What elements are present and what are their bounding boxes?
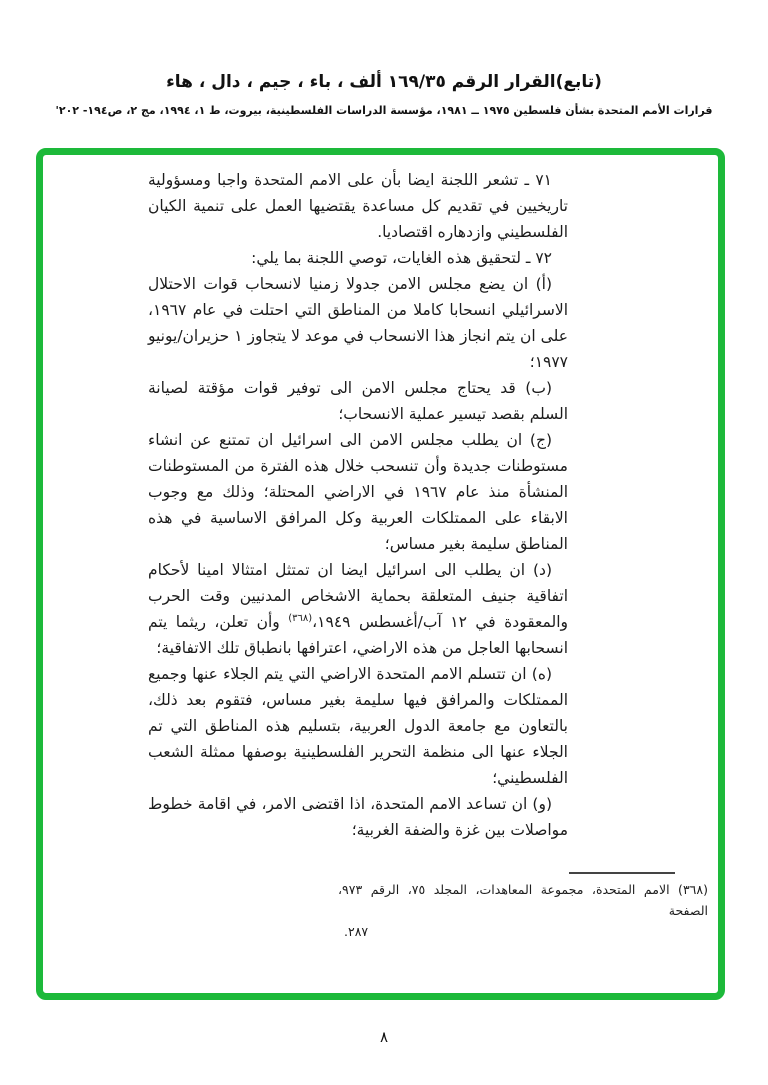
paragraph-h: (ه) ان تتسلم الامم المتحدة الاراضي التي يتم الجلاء عنها وجميع الممتلكات والمرافق فيها سليمة بغير مساس، فتقوم بعد ذلك، بالتعاون مع جامعة الدول العربية، بتسليم هذه المناطق التي تم الجلاء عنها الى منظمة التحرير الفلسطينية بوصفها ممثلة الشعب الفلسطيني؛	[148, 665, 568, 787]
paragraph-b: (ب) قد يحتاج مجلس الامن الى توفير قوات مؤقتة لصيانة السلم بقصد تيسير عملية الانسحاب؛	[148, 379, 568, 423]
footnote-page-ref: ٢٨٧.	[344, 924, 369, 939]
document-body	[148, 167, 568, 843]
footnote-text: (٣٦٨) الامم المتحدة، مجموعة المعاهدات، المجلد ٧٥، الرقم ٩٧٣، الصفحة	[338, 882, 708, 918]
footnote-separator-rule	[569, 872, 675, 874]
paragraph-c: (ج) ان يطلب مجلس الامن الى اسرائيل ان تمتنع عن انشاء مستوطنات جديدة وأن تنسحب خلال هذه الفترة من المستوطنات المنشأة منذ عام ١٩٦٧ في الاراضي المحتلة؛ وذلك مع وجوب الابقاء على الممتلكات العربية وكل المرافق الاساسية في هذه المناطق سليمة بغير مساس؛	[148, 431, 569, 553]
page-number: ٨	[379, 1028, 389, 1046]
document-header-title: (تابع)القرار الرقم ١٦٩/٣٥ ألف ، باء ، جيم ، دال ، هاء	[166, 72, 602, 92]
paragraph-71: ٧١ ـ تشعر اللجنة ايضا بأن على الامم المتحدة واجبا ومسؤولية تاريخيين في تقديم كل مساعدة يقتضيها العمل على تنمية الكيان الفلسطيني وازدهاره اقتصاديا.	[148, 171, 568, 241]
paragraph-d-text-before: (د) ان يطلب الى اسرائيل ايضا ان تمتثل امتثالا امينا لأحكام اتفاقية جنيف المتعلقة بحماية الاشخاص المدنيين وقت الحرب والمعقودة في ١٢ آب/أغسطس ١٩٤٩،	[148, 561, 568, 631]
paragraph-72: ٧٢ ـ لتحقيق هذه الغايات، توصي اللجنة بما يلي:	[251, 249, 552, 267]
footnote-ref-368: (٣٦٨)	[288, 612, 313, 624]
paragraph-d-text-after: وأن تعلن، ريثما يتم انسحابها العاجل من هذه الاراضي، اعترافها بانطباق تلك الاتفاقية؛	[148, 613, 568, 657]
paragraph-w: (و) ان تساعد الامم المتحدة، اذا اقتضى الامر، في اقامة خطوط مواصلات بين غزة والضفة الغربية؛	[148, 795, 568, 839]
document-header-source-line: قرارات الأمم المتحدة بشأن فلسطين ١٩٧٥ ــ ١٩٨١، مؤسسة الدراسات الفلسطينية، بيروت، ط ١، ١٩٩٤، مج ٢، ص١٩٤- ٢٠٢'	[55, 104, 713, 117]
footnote-block	[338, 872, 708, 942]
paragraph-d	[148, 557, 568, 661]
paragraph-a: (أ) ان يضع مجلس الامن جدولا زمنيا لانسحاب قوات الاحتلال الاسرائيلي انسحابا كاملا من المناطق التي احتلت في عام ١٩٦٧، على ان يتم انجاز هذا الانسحاب في موعد لا يتجاوز ١ حزيران/يونيو ١٩٧٧؛	[148, 275, 568, 371]
